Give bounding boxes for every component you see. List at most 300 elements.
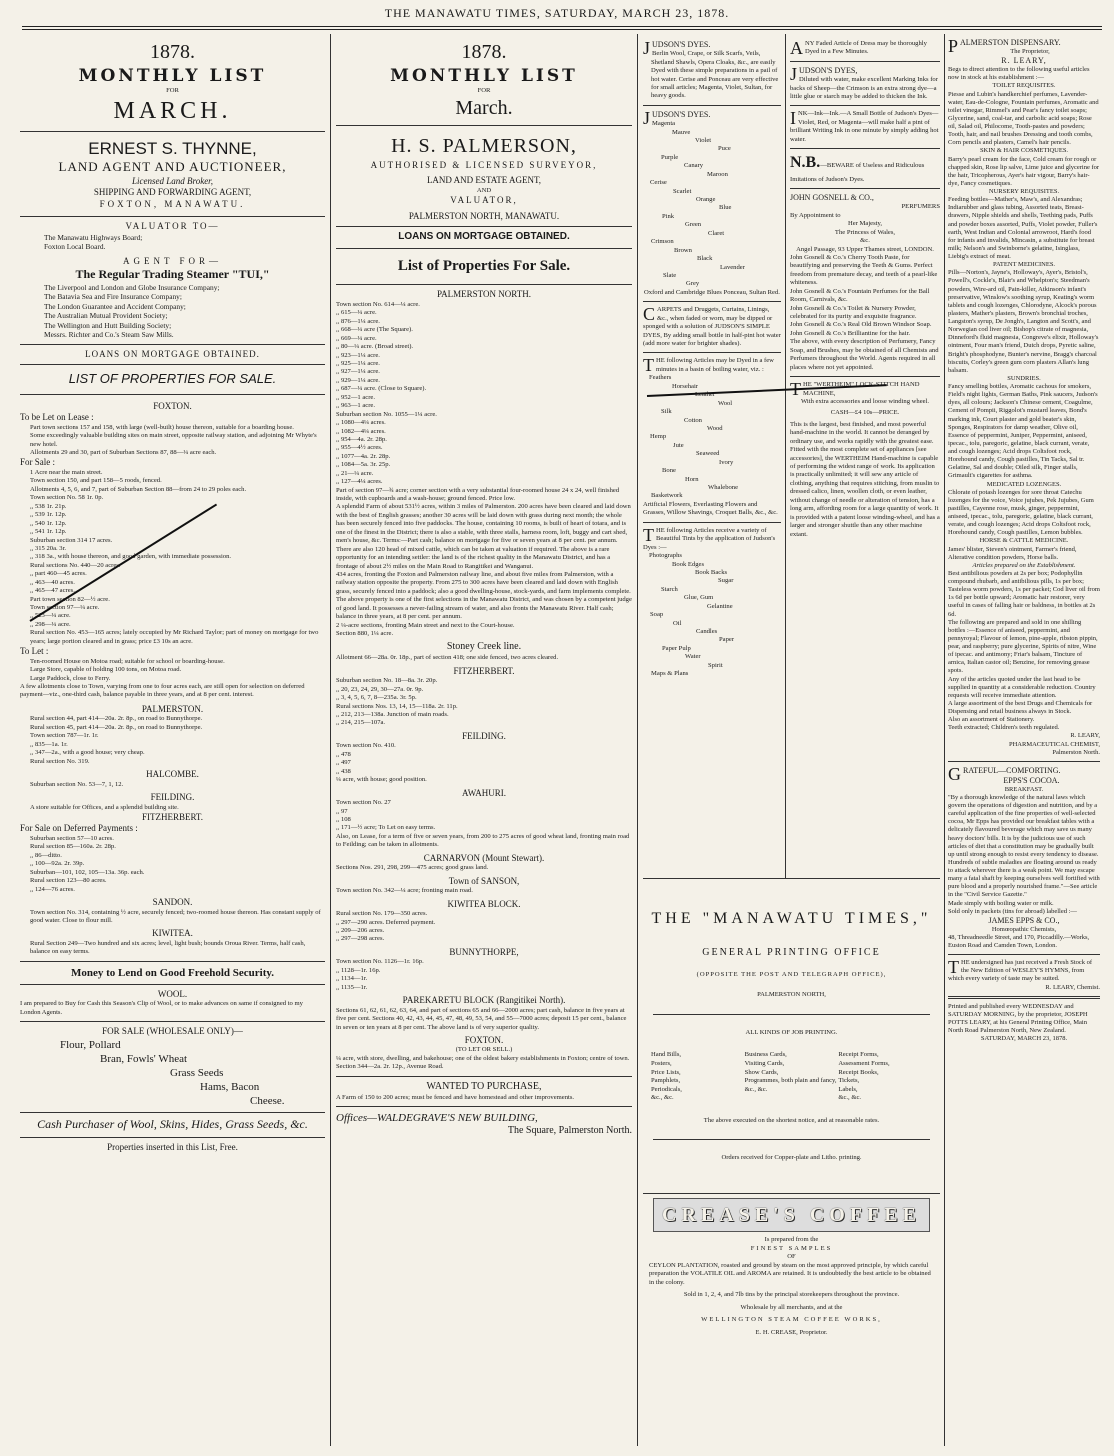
bunny-list: [336, 958, 632, 992]
town-heading: HALCOMBE.: [146, 769, 199, 780]
list-item: Basketwork: [651, 492, 683, 500]
list-item: Rural sections Nos. 13, 14, 15—118a. 2r. 11p.: [336, 702, 458, 710]
note: Orders received for Copper-plate and Litho. printing.: [721, 1154, 862, 1162]
imprint: Printed and published every WEDNESDAY and SATURDAY MORNING, by the proprietor, JOSEPH POTTS LEARY, at his General Printing Office, Main North Road Palmerston North, New Zealand.: [948, 1002, 1088, 1034]
ad-text: Artificial Flowers, Everlasting Flowers and Grasses, Willow Shavings, Croquet Balls, &c., &c.: [643, 500, 778, 517]
list-item: Posters,: [651, 1060, 672, 1068]
list-item: ,, 1080—4¼ acres.: [336, 419, 386, 427]
sub-heading: To Let :: [20, 646, 49, 657]
list-item: Maps & Plans: [651, 670, 689, 678]
list-item: Also, on Lease, for a term of five or seven years, from 200 to 275 acres of good wheat land, fronting main road to Feilding; can be taken in allotments.: [336, 832, 630, 849]
list-item: The London Guarantee and Accident Company;: [44, 301, 186, 311]
list-item: Town section No. 342—¼ acre; fronting main road.: [336, 887, 473, 895]
month: MARCH.: [113, 97, 232, 124]
list-item: Town section No. 1126—1r. 16p.: [336, 958, 424, 966]
sub-heading: Articles prepared on the Establishment.: [972, 561, 1076, 569]
sub-heading: PATENT MEDICINES.: [992, 261, 1056, 269]
list-item: ,, 100—92a. 2r. 39p.: [30, 860, 85, 868]
dye-colors: [643, 120, 781, 289]
ad-text: Sold in 1, 2, 4, and 7lb tins by the principal storekeepers throughout the province.: [683, 1291, 900, 1299]
ad-heading: THE "WERTHEIM" LOCK-STITCH HAND MACHINE,: [790, 379, 920, 400]
list-item: ,, 929—1¼ acre.: [336, 376, 380, 384]
list-item: ,, 124—76 acres.: [30, 885, 75, 893]
ad-text: Sold only in packets (tins for abroad) labelled :—: [948, 907, 1077, 915]
ad-text: Best antibilious powders at 2s per box; Podophyllin compound rhubarb, and antibilious pills, 1s per box; Tasteless worm powders, 1s per packet; Cod liver oil from 1s 6d per bottle upward; Aromatic hair restorer, very useful in cases of falling hair or baldness, in bottles at 2s 6d.: [948, 569, 1100, 618]
list-item: 1 Acre near the main street.: [30, 469, 103, 476]
ad-text: &c.: [860, 237, 870, 245]
list-item: ,, 541 1r. 12p.: [30, 528, 67, 536]
list-item: Town section No. 614—¼ acre.: [336, 300, 420, 308]
list-item: Whalebone: [708, 484, 739, 492]
list-item: ,, 955—4½ acres.: [336, 444, 383, 452]
ad-text: R. LEARY, Chemist.: [1045, 983, 1100, 991]
list-item: Town section No. 27: [336, 799, 391, 807]
list-item: Suburban section 57—10 acres.: [30, 834, 114, 842]
ad-text: Angel Passage, 93 Upper Thames street, LONDON.: [796, 245, 934, 253]
sale-list: [20, 469, 325, 646]
list-item: ,, 925—1¼ acre.: [336, 360, 380, 368]
list-item: Photographs: [649, 552, 682, 560]
list-item: Book Edges: [672, 560, 705, 568]
list-item: Suburban section No. 53—7, 1, 12.: [30, 780, 124, 788]
subtitle: PALMERSTON NORTH, MANAWATU.: [408, 210, 560, 221]
list-item: Ivory: [719, 458, 734, 466]
tolet-list: [20, 658, 325, 683]
list-item: ,, 86—ditto.: [30, 851, 62, 859]
agencies-list: [20, 283, 325, 340]
list-item: Lavender: [720, 263, 745, 271]
list-item: ¼ acre, with store, dwelling, and bakehouse; one of the oldest bakery establishments in Foxton; centre of town.: [336, 1054, 630, 1062]
list-item: Allotments 29 and 30, part of Suburban Sections 87, 88—¼ acre each.: [30, 449, 217, 457]
ad-text: THE undersigned has just received a Fresh Stock of the New Edition of WESLEY'S HYMNS, from which every variety of taste may be suited.: [948, 957, 1093, 983]
address: The Square, Palmerston North.: [507, 1125, 632, 1137]
ad-text: Is prepared from the: [764, 1235, 819, 1243]
gosnell-list: [790, 254, 940, 372]
town-heading: FITZHERBERT.: [453, 665, 515, 676]
list-item: Large Paddock, close to Ferry.: [30, 674, 111, 682]
list-item: ,, 540 1r. 12p.: [30, 519, 67, 527]
town-heading: Stoney Creek line.: [446, 641, 522, 653]
ad-heading: JUDSON'S DYES,: [790, 63, 858, 84]
town-heading: PAREKARETU BLOCK (Rangitikei North).: [402, 995, 566, 1006]
list-item: Feathers: [649, 374, 672, 382]
list-item: ,, 1077—4a. 2r. 28p.: [336, 452, 391, 460]
list-item: Part town section 82—½ acre.: [30, 595, 110, 603]
list-item: The Wellington and Hutt Building Society;: [44, 320, 172, 330]
goods-item: Flour, Pollard: [60, 1038, 121, 1051]
list-item: Cerise: [650, 179, 667, 187]
list-item: Orange: [696, 196, 716, 204]
list-item: ,, 952—1 acre.: [336, 393, 375, 401]
sub-heading: MEDICATED LOZENGES.: [986, 480, 1062, 488]
offices: Offices—WALDEGRAVE'S NEW BUILDING,: [336, 1112, 538, 1125]
list-item: Assessment Forms,: [838, 1060, 890, 1068]
ad-text: The Proprietor,: [1010, 48, 1050, 55]
list-item: Section 880, 1¼ acre.: [336, 630, 394, 638]
list-item: Gelantine: [707, 602, 733, 610]
ad-text: Also an assortment of Stationery.: [948, 716, 1035, 724]
ad-text: Wholesale by all merchants, and at the: [740, 1303, 843, 1311]
pn-list: [336, 301, 632, 487]
imprint-date: SATURDAY, MARCH 23, 1878.: [980, 1035, 1068, 1043]
list-item: Receipt Books,: [838, 1068, 879, 1076]
list-item: Hand Bills,: [651, 1051, 682, 1059]
list-item: Green: [685, 221, 702, 229]
column-palmerson: [336, 34, 632, 1446]
pn-text: [336, 487, 632, 639]
list-item: Sections Nos. 291, 298, 299—475 acres; good grass land.: [336, 864, 489, 872]
ad-heading: EPPS'S COCOA.: [1003, 775, 1060, 785]
list-item: The Batavia Sea and Fire Insurance Company;: [44, 292, 182, 302]
money-heading: Money to Lend on Good Freehold Security.: [71, 966, 274, 979]
header-rule: [22, 26, 1102, 27]
list-item: Section 344—2a. 2r. 12p., Avenue Road.: [336, 1063, 444, 1071]
column-divider: [637, 34, 638, 1446]
ad-text: E. H. CREASE, Proprietor.: [755, 1329, 828, 1337]
month: March.: [455, 96, 513, 119]
list-item: Claret: [708, 229, 725, 237]
wanted-heading: WANTED TO PURCHASE,: [426, 1080, 542, 1092]
list-item: ,, 1128—1r. 16p.: [336, 966, 381, 974]
list-item: Cotton: [684, 416, 702, 424]
list-item: &c., &c.: [838, 1094, 862, 1102]
sub-heading: NURSERY REQUISITES.: [988, 188, 1060, 195]
lease-list: [20, 424, 325, 458]
list-item: Town section 787—1r. 1r.: [30, 732, 99, 740]
printing-office-ad: [643, 878, 940, 1446]
coffee-banner: CREASE'S COFFEE: [653, 1198, 930, 1232]
list-item: John Gosnell & Co.'s Toilet & Nursery Powder, celebrated for its purity and exquisite fragrance.: [790, 304, 917, 320]
list-item: Grey: [686, 280, 700, 288]
list-item: &c., &c.: [744, 1085, 768, 1093]
list-item: Paper Pulp: [662, 644, 691, 652]
list-item: Canary: [684, 162, 704, 170]
newspaper-header: THE MANAWATU TIMES, SATURDAY, MARCH 23, 1878.: [384, 6, 730, 20]
feild-list: [336, 742, 632, 784]
ad-text: 48, Threadneedle Street, and 170, Piccadilly.—Works, Euston Road and Camden Town, London.: [948, 933, 1090, 949]
list-item: Ten-roomed House on Motoa road; suitable for school or boarding-house.: [30, 657, 225, 665]
monthly-list: MONTHLY LIST: [390, 65, 578, 86]
list-item: John Gosnell & Co.'s Brilliantine for the hair.: [790, 329, 911, 337]
list-item: ,, part 460—45 acres.: [30, 570, 87, 578]
list-item: ,, 923—1¼ acre.: [336, 351, 380, 359]
list-item: Large Store, capable of holding 100 tons, on Motoa road.: [30, 666, 182, 674]
subtitle: Licensed Land Broker,: [132, 175, 213, 186]
list-item: ,, 21—¼ acre.: [336, 469, 374, 477]
list-item: Show Cards,: [744, 1068, 779, 1076]
town-heading: FEILDING.: [462, 730, 506, 741]
ad-text: Her Majesty,: [848, 220, 882, 228]
list-item: ,, 523—¼ acre.: [30, 612, 71, 620]
kiw-list: [336, 910, 632, 944]
list-item: Visiting Cards,: [744, 1060, 785, 1068]
ad-text: The following are prepared and sold in one shilling bottles :—Essence of aniseed, peppermint, and pennyroyal; Flavour of lemon, pine-apple, ribston pippin, pear, and raspberry; pure glycerine, Spirits of nitre, Wine of ipecac. and antimony; Friar's balsam, Tincture of arnica, Italian castor oil; Benzine, for removing grease spots.: [948, 618, 1098, 675]
ad-text: By Appointment to: [790, 211, 841, 219]
ad-text: Barry's pearl cream for the face, Cold cream for rough or chapped skin, Rose lip salve, Lime juice and glycerine for the hair, Tricopherous, Ayer's hair vigour, Barry's hair-dye, Fancy cosmetiques.: [948, 155, 1100, 187]
ad-text: FINEST SAMPLES: [750, 1244, 833, 1252]
agent-name: ERNEST S. THYNNE,: [88, 138, 257, 158]
list-item: Glue, Gum: [684, 594, 714, 602]
section-title: VALUATOR TO—: [125, 221, 220, 232]
list-item: ,, 835—1a. 1r.: [30, 740, 68, 748]
list-item: ,, 954—4a. 2r. 28p.: [336, 435, 387, 443]
ad-text: Diluted with water, make excellent Marking Inks for backs of Sheep—the Crimson is an extra strong dye—a little glue or starch may be added to thicken the Ink.: [790, 76, 938, 100]
column-divider: [944, 34, 945, 1446]
ad-text: Berlin Wool, Crape, or Silk Scarfs, Veils, Shetland Shawls, Opera Cloaks, &c., are easily Dyed with these simple preparations in a pail of hot water. Cerise and Ponceau are very effective for small articles; Magenta, Violet, Sultan, for heavy goods.: [651, 50, 779, 100]
list-item: Town section No. 314, containing ½ acre, securely fenced; two-roomed house thereon. Has constant supply of good water. Close to flour mill.: [30, 908, 321, 924]
ad-text: R. LEARY,: [1001, 56, 1047, 66]
fitz-list: [336, 677, 632, 728]
list-item: Allotments 4, 5, 6, and 7, part of Suburban Section 88—from 24 to 29 poles each.: [30, 485, 247, 493]
list-item: A store suitable for Offices, and a splendid building site.: [30, 803, 179, 811]
job-heading: ALL KINDS OF JOB PRINTING.: [745, 1028, 838, 1036]
list-item: Rural Section 249—Two hundred and six acres; level, light bush; bounds Oroua River. Terms, half cash, balance on easy terms.: [30, 939, 306, 956]
goods-item: Cheese.: [250, 1095, 285, 1108]
town-heading: Town of SANSON,: [448, 875, 520, 886]
palmerston-list: [20, 715, 325, 766]
list-item: Purple: [661, 153, 679, 161]
job-col: [745, 1051, 839, 1102]
list-item: Scarlet: [673, 187, 692, 195]
list-item: ,, 298—¼ acre.: [30, 620, 71, 628]
list-item: Soap: [650, 611, 664, 619]
list-item: ,, 497: [336, 759, 351, 767]
section-title: LOANS ON MORTGAGE OBTAINED.: [398, 231, 570, 243]
ad-text: PHARMACEUTICAL CHEMIST,: [1008, 740, 1100, 748]
ad-text: Teeth extracted; Children's teeth regulated.: [948, 724, 1060, 732]
ad-heading: JUDSON'S DYES.: [643, 38, 711, 58]
times-title: THE "MANAWATU TIMES,": [651, 910, 932, 927]
wool-heading: WOOL.: [157, 988, 188, 999]
for-label: FOR: [477, 87, 491, 95]
note: The above executed on the shortest notice, and at reasonable rates.: [703, 1116, 880, 1124]
sub-heading: For Sale on Deferred Payments :: [20, 823, 138, 834]
list-item: Some exceedingly valuable building sites on main street, opposite railway station, and adjoining Mr Whyte's new hotel.: [30, 432, 317, 448]
ad-text: Piesse and Lubin's handkerchief perfumes, Lavender-water, Eau-de-Cologne, Fountain perfumes, Aromatic and toilet vinegar, Rimmel's and Pear's fancy toilet soaps; Glycerine, sand, coal-tar, and carbolic acid soaps; Rose oil, Salad oil, Philocome, Tooth-pastes and powders; Tooth, hair, and nail brushes Dressing and tooth combs, Corn pencils and plasters, Camel's hair pencils.: [948, 90, 1099, 147]
ad-text: CEYLON PLANTATION, roasted and ground by steam on the most approved principle, by which careful preparation the VOLATILE OIL and AROMA are retained. It is undoubtedly the best article to be obtained in the colony.: [649, 1261, 931, 1286]
sub-heading: SKIN & HAIR COSMETIQUES.: [979, 147, 1069, 155]
sub-heading: TOILET REQUISITES.: [992, 82, 1056, 90]
ad-text: "By a thorough knowledge of the natural laws which govern the operations of digestion and nutrition, and by a careful application of the fine properties of well-selected cocoa, Mr Epps has provided our breakfast tables with a delicately flavoured beverage which may save us many heavy doctors' bills. It is by the judicious use of such articles of diet that a constitution may be gradually built up until strong enough to resist every tendency to disease. Hundreds of subtle maladies are floating around us ready to attack wherever there is a weak point. We may escape many a fatal shaft by keeping ourselves well fortified with pure blood and a properly nourished frame."—See article in the "Civil Service Gazette.": [948, 793, 1100, 899]
subtitle: SHIPPING AND FORWARDING AGENT,: [93, 187, 252, 198]
ad-text: OF: [787, 1253, 796, 1261]
office-title: GENERAL PRINTING OFFICE: [702, 946, 881, 958]
sub-heading: BREAKFAST.: [1004, 785, 1044, 793]
list-item: ,, 927—1¼ acre.: [336, 368, 380, 376]
wool-text: I am prepared to Buy for Cash this Season's Clip of Wool, or to make advances on same if consigned to my London Agents.: [20, 1000, 303, 1016]
goods-item: Grass Seeds: [170, 1066, 224, 1079]
list-item: Wood: [707, 424, 723, 432]
list-item: Water: [685, 653, 701, 661]
column-thynne: [20, 34, 325, 1446]
ad-text: INK—Ink—Ink.—A Small Bottle of Judson's Dyes—Violet, Red, or Magenta—will make half a pint of brilliant Writing Ink in one minute by simply adding hot water.: [790, 108, 939, 143]
list-item: ,, 1082—4¼ acres.: [336, 427, 386, 435]
list-item: Book Backs: [695, 568, 728, 576]
wanted-text: A Farm of 150 to 200 acres; must be fenced and have homestead and other improvements.: [336, 1093, 575, 1101]
list-item: Candles: [696, 628, 718, 636]
list-item: ,, 1135—1r.: [336, 983, 368, 991]
subtitle: FOXTON, MANAWATU.: [99, 198, 246, 209]
town-heading: AWAHURI.: [461, 787, 507, 798]
town-heading: FOXTON.: [153, 400, 192, 411]
list-item: Periodicals,: [651, 1085, 682, 1093]
list-item: Price Lists,: [651, 1068, 681, 1076]
office-address: (OPPOSITE THE POST AND TELEGRAPH OFFICE),: [696, 970, 887, 978]
section-title: AGENT FOR—: [122, 255, 223, 266]
list-item: The Liverpool and London and Globe Insurance Company;: [44, 282, 220, 292]
dye-articles-2: [643, 552, 781, 679]
list-item: John Gosnell & Co.'s Cherry Tooth Paste, for beautifying and preserving the Teeth & Gums. Perfect freedom from premature decay, and teeth of a pearl-like whiteness.: [790, 253, 938, 287]
list-item: ¼ acre, with house; good position.: [336, 776, 427, 784]
list-item: Maroon: [707, 170, 728, 178]
list-item: Rural section 123—80 acres.: [30, 877, 107, 885]
column-dispensary: [948, 34, 1100, 1446]
list-item: Pamphlets,: [651, 1077, 681, 1085]
list-item: Crimson: [651, 238, 674, 246]
list-item: Silk: [661, 408, 672, 416]
ad-text: Palmerston North.: [1052, 748, 1100, 756]
town-heading: FOXTON.: [464, 1034, 504, 1045]
list-item: Suburban section 314 17 acres.: [30, 536, 113, 544]
list-item: Business Cards,: [744, 1051, 787, 1059]
list-item: Messrs. Richter and Co.'s Steam Saw Mills.: [44, 330, 174, 340]
awa-list: [336, 799, 632, 850]
list-item: ,, 3, 4, 5, 6, 7, 8—235a. 3r. 5p.: [336, 694, 417, 702]
ad-text: Any of the articles quoted under the last head to be supplied in quantity at a considerable reduction. Country requests will receive immediate attention.: [948, 675, 1096, 699]
ad-text: THE following Articles receive a variety of Beautiful Tints by the application of Judson's Dyes :—: [643, 524, 776, 551]
town-heading: FEILDING.: [150, 791, 195, 802]
list-item: &c., &c.: [651, 1094, 674, 1102]
office-town: PALMERSTON NORTH,: [757, 991, 826, 999]
list-item: Blue: [719, 204, 732, 212]
text-line: The Manawatu Highways Board;: [44, 232, 143, 242]
ad-text: ANY Faded Article of Dress may be thoroughly Dyed in a Few Minutes.: [790, 38, 927, 58]
header-rule-2: [22, 29, 1102, 30]
list-item: Labels,: [838, 1085, 858, 1093]
cash-heading: Cash Purchaser of Wool, Skins, Hides, Grass Seeds, &c.: [37, 1117, 308, 1132]
fitzherbert-list: [20, 835, 325, 894]
list-item: 2 ¼-acre sections, fronting Main street and next to the Court-house.: [336, 621, 515, 629]
for-label: FOR: [166, 87, 179, 95]
list-item: Rural section No. 319.: [30, 757, 90, 765]
list-item: The above, with every description of Perfumery, Fancy Soap, and Brushes, may be obtained of all Chemists and Perfumers throughout the World. Agents required in all places where not yet appointed.: [790, 338, 939, 371]
ad-text: This is the largest, best finished, and most powerful hand-machine in the world. It cannot be deranged by ordinary use, and works rapidly with the greatest ease. Fitted with the most complete set of appliances [see accessories], the WERTHEIM Hand-machine is capable of performing the widest range of work. Its application is practically unlimited; it will sew any article of clothing, anything that requires stitching, from muslin to dressed calico, linen, woollen cloth, or even leather, without change of needle or alteration of tension, has a long arm, affording room for a large quantity of work. It is provided with a patent loose winding-wheel, and has a larger and stronger shuttle than any other machine extant.: [790, 420, 940, 538]
list-item: ,, 209—206 acres.: [336, 926, 385, 934]
list-item: ,, 478: [336, 750, 351, 758]
list-item: Tickets,: [838, 1077, 860, 1085]
monthly-list: MONTHLY LIST: [78, 65, 267, 86]
sub-heading: To be Let on Lease :: [20, 412, 94, 423]
town-heading: PALMERSTON.: [141, 703, 204, 714]
list-item: John Gosnell & Co.'s Real Old Brown Windsor Soap.: [790, 321, 932, 329]
list-item: Sections 61, 62, 61, 62, 63, 64, and part of sections 65 and 66—2000 acres; part cash, balance in five years at five per cent. Sections 40, 42, 43, 44, 45, 47, 48, 49, 53, 54, and 55—7000 acres; deposit 15 per cent., balance in seven or ten years at 8 per cent. The above land is of very superior quality.: [336, 1006, 627, 1031]
ad-heading: GRATEFUL—COMFORTING.: [948, 763, 1061, 784]
list-item: Rural section No. 179—350 acres.: [336, 910, 428, 918]
list-item: ,, 963—1 acre.: [336, 402, 375, 410]
ad-text: Pills—Norton's, Jayne's, Holloway's, Ayer's, Bristol's, Powell's, Cockle's, Blair's and Whelpton's; Steedman's powders, Wire-ard oil, Pain-killer, Atkinson's infant's preservative, Winslow's soothing syrup, Keating's worm tablets and cough lozenges, Chlorodyne, Alcock's porous plasters, Mather's plasters, Brown's bronchial troches, Langston's syrup, De Jongh's, Langton and Scott's, and Norwegian cod liver oil; Bishop's citrate of magnesia, Dinneford's fluid magnesia, Congreve's elixir, Holloway's ointment, Four man's friend, Dutch drops, Pyretic saline, Bright's phosphodyne, Bunter's nervine, Bragg's charcoal biscuits, Corley's green gum corn plasters Allan's lung balsam.: [948, 269, 1099, 374]
list-item: Leather: [695, 391, 716, 399]
forsale-heading: FOR SALE (WHOLESALE ONLY)—: [102, 1026, 243, 1037]
subtitle: LAND AND ESTATE AGENT,: [426, 175, 542, 186]
ad-text: R. LEARY,: [1070, 732, 1100, 740]
list-item: ,, 347—2a., with a good house; very cheap.: [30, 749, 145, 757]
list-item: Allotment 66—28a. 0r. 18p., part of section 418; one side fenced, two acres cleared.: [336, 654, 559, 662]
list-item: Sugar: [718, 577, 734, 585]
list-item: Part town sections 157 and 158, with large (well-built) house thereon, suitable for a boarding house.: [30, 423, 294, 431]
job-col: [838, 1051, 932, 1102]
list-item: ,, 214, 215—107a.: [336, 719, 386, 727]
ad-text: The Princess of Wales,: [834, 228, 896, 236]
list-item: ,, 171—½ acre; To Let on easy terms.: [336, 824, 436, 832]
list-item: Suburban section No. 1055—1¼ acre.: [336, 410, 437, 418]
list-item: The Australian Mutual Provident Society;: [44, 311, 168, 321]
list-item: Violet: [695, 136, 712, 144]
ad-text: Begs to direct attention to the following useful articles now in stock at his establishment :—: [948, 66, 1090, 82]
list-item: ,, 127—4¼ acres.: [336, 478, 383, 486]
list-item: Wool: [718, 399, 733, 407]
list-item: Starch: [661, 585, 678, 593]
footer-note: Properties inserted in this List, Free.: [107, 1141, 238, 1152]
list-item: ,, 539 1r. 12p.: [30, 511, 67, 519]
town-heading: KIWITEA.: [152, 928, 193, 939]
list-item: Suburban—101, 102, 105—13a. 36p. each.: [30, 868, 145, 876]
list-item: Jute: [673, 441, 684, 449]
list-item: ,, 669—¼ acre.: [336, 334, 377, 342]
list-item: ,, 318 3a., with house thereon, and good garden, with immediate possession.: [30, 553, 232, 561]
list-heading: LIST OF PROPERTIES FOR SALE.: [68, 371, 277, 387]
list-item: Programmes, both plain and fancy,: [744, 1077, 837, 1085]
job-table: [651, 1051, 932, 1102]
section-title: LOANS ON MORTGAGE OBTAINED.: [85, 348, 260, 359]
ad-text: With extra accessories and loose winding wheel.: [800, 397, 930, 405]
list-item: ,, 876—1¼ acre.: [336, 317, 380, 325]
list-item: ,, 97: [336, 807, 348, 815]
list-item: Receipt Forms,: [838, 1051, 879, 1059]
town-heading: CARNARVON (Mount Stewart).: [423, 852, 545, 863]
ad-text: A large assortment of the best Drugs and Chemicals for Dispensing and retail business always in Stock.: [948, 699, 1093, 715]
list-item: Oil: [673, 619, 682, 627]
surveyor-name: H. S. PALMERSON,: [391, 135, 577, 158]
list-item: Puce: [718, 145, 731, 153]
job-col: [651, 1051, 745, 1102]
list-item: Suburban section No. 18—8a. 3r. 20p.: [336, 677, 438, 685]
ad-text: James' blister, Steven's ointment, Farmer's friend, Alterative condition powders, Horse balls.: [948, 545, 1077, 561]
list-item: ,, 297—298 acres.: [336, 935, 385, 943]
list-item: ,, 1084—5a. 3r. 25p.: [336, 461, 391, 469]
list-item: Paper: [719, 636, 735, 644]
text-line: Foxton Local Board.: [44, 242, 106, 252]
list-item: Rural section 85—160a. 2r. 28p.: [30, 843, 116, 851]
town-heading: SANDON.: [152, 897, 193, 908]
list-item: ,, 463—40 acres.: [30, 578, 75, 586]
list-item: Pink: [662, 212, 675, 220]
list-item: ,, 297—290 acres. Deferred payment.: [336, 918, 436, 926]
list-item: Bone: [662, 467, 676, 475]
list-item: Rural sections No. 440—20 acres.: [30, 561, 121, 569]
goods-item: Hams, Bacon: [200, 1081, 260, 1094]
list-item: ,, 668—¼ acre (The Square).: [336, 326, 413, 334]
list-heading: List of Properties For Sale.: [397, 258, 571, 275]
sub-heading: (TO LET OR SELL.): [455, 1046, 513, 1054]
list-item: ,, 538 1r. 21p.: [30, 502, 67, 510]
ad-text: CARPETS and Druggets, Curtains, Linings, &c., when faded or worn, may be dipped or sponged with a solution of JUDSON'S SIMPLE DYES, By adding small bottle in half-pint hot water (add more water for brighter shades).: [643, 304, 781, 348]
sub-heading: HORSE & CATTLE MEDICINE.: [979, 537, 1069, 545]
town-heading: PALMERSTON NORTH.: [437, 289, 531, 300]
sub-heading: SUNDRIES.: [1007, 374, 1041, 382]
ad-text: Oxford and Cambridge Blues Ponceau, Sultan Red.: [644, 288, 780, 296]
list-item: Rural section 45, part 414—20a. 2r. 8p., on road to Bunnythorpe.: [30, 723, 203, 731]
goods-item: Bran, Fowls' Wheat: [100, 1052, 188, 1065]
